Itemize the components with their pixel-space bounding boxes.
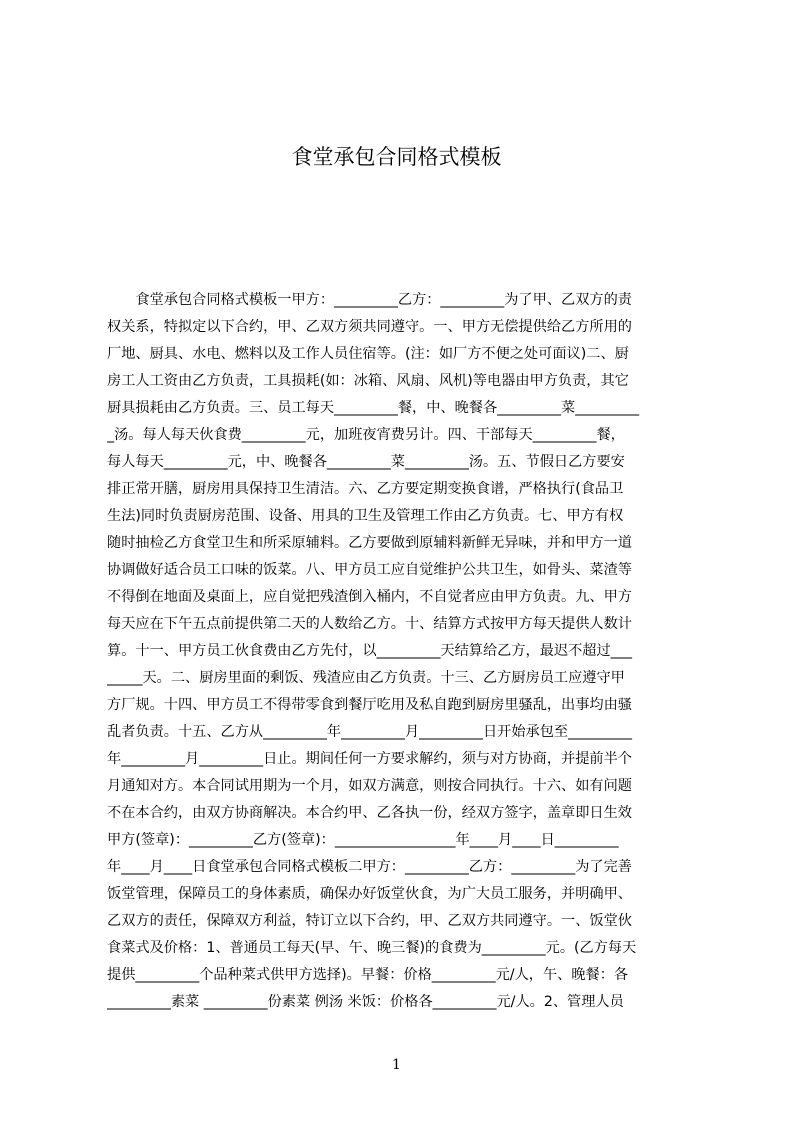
body-line: 房工人工资由乙方负责，工具损耗(如：冰箱、风扇、风机)等电器由甲方负责，其它 [107, 373, 629, 389]
body-line: 权关系，特拟定以下合约，甲、乙双方须共同遵守。一、甲方无偿提供给乙方所用的 [107, 319, 632, 335]
body-line: 食菜式及价格：1、普通员工每天(早、午、晚三餐)的食费为_________元。(乙方每天 [107, 940, 637, 956]
body-line: 排正常开膳，厨房用具保持卫生清洁。六、乙方要定期变换食谱，严格执行(食品卫 [107, 481, 624, 497]
body-line: 随时抽检乙方食堂卫生和所采原辅料。乙方要做到原辅料新鲜无异味，并和甲方一道 [107, 535, 632, 551]
body-line: 算。十一、甲方员工伙食费由乙方先付，以_________天结算给乙方，最迟不超过___ [107, 643, 632, 659]
body-line: 厨具损耗由乙方负责。三、员工每天_________餐，中、晚餐各_________菜_________ [107, 400, 640, 416]
body-line: 提供_________个品种菜式供甲方选择)。早餐：价格_________元/人，午、晚餐：各 [107, 967, 629, 983]
body-line: _____天。二、厨房里面的剩饭、残渣应由乙方负责。十三、乙方厨房员工应遵守甲 [107, 670, 625, 686]
body-line: 年____月____日食堂承包合同格式模板二甲方：_________乙方：_________为了完善 [107, 859, 632, 875]
body-line: 食堂承包合同格式模板一甲方：_________乙方：_________为了甲、乙双方的责 [107, 292, 632, 308]
body-line: 不得倒在地面及桌面上，应自觉把残渣倒入桶内，不自觉者应由甲方负责。九、甲方 [107, 589, 632, 605]
body-line: 不在本合约，由双方协商解决。本合约甲、乙各执一份，经双方签字，盖章即日生效 [107, 805, 632, 821]
body-line: 甲方(签章)：_________乙方(签章)：_________________年____月____日_________ [107, 832, 619, 848]
body-line: 乱者负责。十五、乙方从_________年_________月_________日开始承包至_________ [107, 724, 632, 740]
body-line: 月通知对方。本合同试用期为一个月，如双方满意，则按合同执行。十六、如有问题 [107, 778, 632, 794]
body-line: 方厂规。十四、甲方员工不得带零食到餐厅吃用及私自跑到厨房里骚乱，出事均由骚 [107, 697, 632, 713]
body-line: 每人每天_________元，中、晚餐各_________菜_________汤。五、节假日乙方要安 [107, 454, 625, 470]
body-line: _汤。每人每天伙食费_________元，加班夜宵费另计。四、干部每天_________餐， [107, 427, 625, 443]
body-line: 厂地、厨具、水电、燃料以及工作人员住宿等。(注：如厂方不便之处可面议)二、厨 [107, 346, 629, 362]
body-line: 乙双方的责任，保障双方利益，特订立以下合约，甲、乙双方共同遵守。一、饭堂伙 [107, 913, 632, 929]
body-line: 饭堂管理，保障员工的身体素质，确保办好饭堂伙食，为广大员工服务，并明确甲、 [107, 886, 632, 902]
body-line: _________素菜 _________份素菜 例汤 米饭：价格各_________元/人。2、管理人员 [107, 994, 624, 1010]
document-body [107, 287, 697, 1027]
document-title: 食堂承包合同格式模板 [291, 145, 502, 169]
body-line: 生法)同时负责厨房范围、设备、用具的卫生及管理工作由乙方负责。七、甲方有权 [107, 508, 624, 524]
body-line: 协调做好适合员工口味的饭菜。八、甲方员工应自觉维护公共卫生，如骨头、菜渣等 [107, 562, 632, 578]
body-line: 每天应在下午五点前提供第二天的人数给乙方。十、结算方式按甲方每天提供人数计 [107, 616, 632, 632]
body-line: 年_________月_________日止。期间任何一方要求解约，须与对方协商，并提前半个 [107, 751, 632, 767]
page-number: 1 [392, 1057, 401, 1073]
